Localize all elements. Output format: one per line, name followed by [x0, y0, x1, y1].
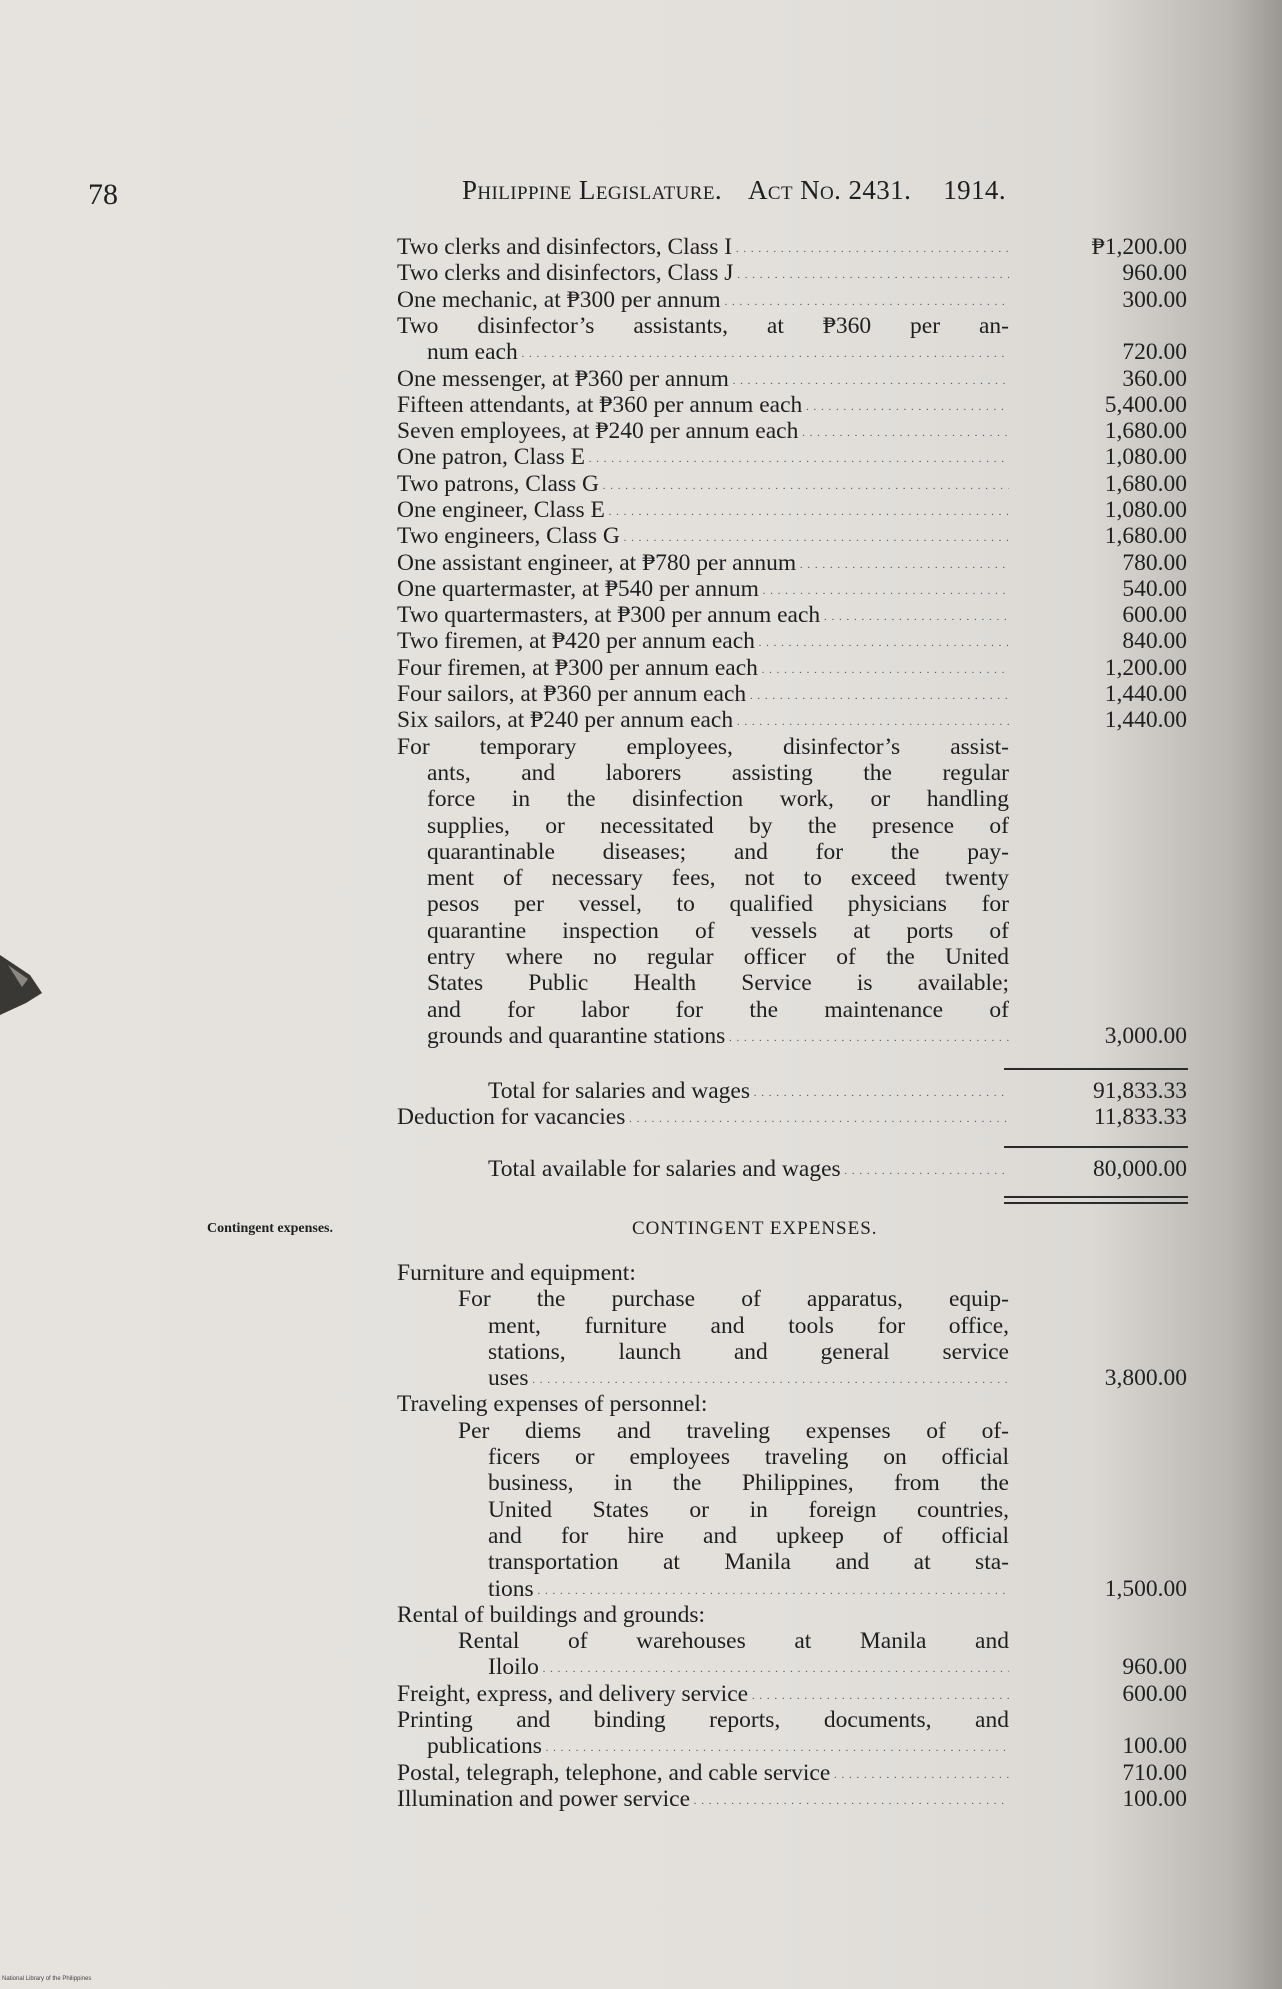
amount: 80,000.00: [1093, 1156, 1187, 1182]
text-line: [0, 418, 1282, 444]
amount: 1,080.00: [1104, 444, 1187, 470]
line-text: One assistant engineer, at ₱780 per annum . . .: [397, 550, 1009, 576]
text-line: [0, 1681, 1282, 1707]
text-line: [0, 392, 1282, 418]
line-text: ment, furniture and tools for office,: [488, 1313, 1009, 1339]
line-text: entry where no regular officer of the United: [427, 944, 1009, 970]
amount: 11,833.33: [1093, 1104, 1187, 1130]
text-line: [0, 1023, 1282, 1049]
amount: 960.00: [1122, 260, 1187, 286]
text-line: [0, 1523, 1282, 1549]
text-line: [0, 1104, 1282, 1130]
line-text: Two quartermasters, at ₱300 per annum each . . .: [397, 602, 1009, 628]
page-number: 78: [88, 178, 118, 211]
line-text: Illumination and power service . . .: [397, 1786, 1009, 1812]
text-line: [0, 576, 1282, 602]
text-line: [0, 1497, 1282, 1523]
line-text: Six sailors, at ₱240 per annum each . . .: [397, 707, 1009, 733]
text-line: [0, 1365, 1282, 1391]
line-text: Postal, telegraph, telephone, and cable service . . .: [397, 1760, 1009, 1786]
total-rule: [1004, 1068, 1188, 1070]
line-text: pesos per vessel, to qualified physicians for: [427, 891, 1009, 917]
amount: 600.00: [1122, 602, 1187, 628]
text-line: [0, 891, 1282, 917]
amount: 360.00: [1122, 366, 1187, 392]
line-text: and for hire and upkeep of official: [488, 1523, 1009, 1549]
text-line: [0, 1654, 1282, 1680]
publication-name: Philippine Legislature.: [462, 175, 723, 205]
text-line: [0, 1078, 1282, 1104]
text-line: [0, 1602, 1282, 1628]
text-line: [0, 1313, 1282, 1339]
amount: 3,000.00: [1104, 1023, 1187, 1049]
line-text: quarantine inspection of vessels at ports of: [427, 918, 1009, 944]
amount: 1,680.00: [1104, 471, 1187, 497]
text-line: [0, 734, 1282, 760]
amount: ₱1,200.00: [1091, 234, 1187, 260]
text-line: [0, 760, 1282, 786]
amount: 840.00: [1122, 628, 1187, 654]
text-line: [0, 550, 1282, 576]
line-text: transportation at Manila and at sta-: [488, 1549, 1009, 1575]
line-text: Fifteen attendants, at ₱360 per annum each . . .: [397, 392, 1009, 418]
line-text: Four sailors, at ₱360 per annum each . . .: [397, 681, 1009, 707]
text-line: [0, 497, 1282, 523]
line-text: Two disinfector’s assistants, at ₱360 per an-: [397, 313, 1009, 339]
text-line: [0, 1444, 1282, 1470]
line-text: supplies, or necessitated by the presence of: [427, 813, 1009, 839]
line-text: Two engineers, Class G . . .: [397, 523, 1009, 549]
line-text: Deduction for vacancies . . .: [397, 1104, 1009, 1130]
margin-note: Contingent expenses.: [207, 1221, 334, 1236]
amount: 91,833.33: [1093, 1078, 1187, 1104]
line-text: One messenger, at ₱360 per annum . . .: [397, 366, 1009, 392]
line-text: Rental of buildings and grounds:: [397, 1602, 706, 1628]
amount: 1,500.00: [1104, 1576, 1187, 1602]
text-line: [0, 681, 1282, 707]
text-line: [0, 234, 1282, 260]
line-text: Total for salaries and wages . . .: [488, 1078, 1009, 1104]
line-text: and for labor for the maintenance of: [427, 997, 1009, 1023]
text-line: [0, 1786, 1282, 1812]
text-line: [0, 1339, 1282, 1365]
text-line: [0, 1391, 1282, 1417]
amount: 1,680.00: [1104, 418, 1187, 444]
text-line: [0, 1260, 1282, 1286]
line-text: ants, and laborers assisting the regular: [427, 760, 1009, 786]
text-line: [0, 628, 1282, 654]
line-text: grounds and quarantine stations . . .: [427, 1023, 1009, 1049]
amount: 1,440.00: [1104, 707, 1187, 733]
line-text: One engineer, Class E . . .: [397, 497, 1009, 523]
text-line: [0, 918, 1282, 944]
total-rule: [1004, 1146, 1188, 1148]
text-line: [0, 1576, 1282, 1602]
line-text: Two clerks and disinfectors, Class I . . .: [397, 234, 1009, 260]
line-text: Two clerks and disinfectors, Class J . . .: [397, 260, 1009, 286]
text-line: [0, 1707, 1282, 1733]
amount: 710.00: [1122, 1760, 1187, 1786]
text-line: [0, 1733, 1282, 1759]
line-text: Two firemen, at ₱420 per annum each . . .: [397, 628, 1009, 654]
act-number: Act No. 2431.: [748, 175, 912, 205]
text-line: [0, 997, 1282, 1023]
text-line: [0, 523, 1282, 549]
text-line: [0, 839, 1282, 865]
amount: 720.00: [1122, 339, 1187, 365]
line-text: Seven employees, at ₱240 per annum each . . .: [397, 418, 1009, 444]
amount: 1,200.00: [1104, 655, 1187, 681]
line-text: For the purchase of apparatus, equip-: [458, 1286, 1009, 1312]
text-line: [0, 1418, 1282, 1444]
line-text: Printing and binding reports, documents, and: [397, 1707, 1009, 1733]
year: 1914.: [943, 175, 1006, 205]
text-line: [0, 786, 1282, 812]
line-text: force in the disinfection work, or handling: [427, 786, 1009, 812]
text-line: [0, 602, 1282, 628]
text-line: [0, 366, 1282, 392]
amount: 100.00: [1122, 1733, 1187, 1759]
line-text: United States or in foreign countries,: [488, 1497, 1009, 1523]
text-line: [0, 1156, 1282, 1182]
text-line: [0, 1549, 1282, 1575]
line-text: Traveling expenses of personnel:: [397, 1391, 708, 1417]
text-line: [0, 970, 1282, 996]
line-text: States Public Health Service is available;: [427, 970, 1009, 996]
text-line: [0, 1286, 1282, 1312]
amount: 100.00: [1122, 1786, 1187, 1812]
double-rule: [1004, 1196, 1188, 1204]
line-text: One quartermaster, at ₱540 per annum . . .: [397, 576, 1009, 602]
line-text: publications . . .: [427, 1733, 1009, 1759]
amount: 1,080.00: [1104, 497, 1187, 523]
text-line: [0, 471, 1282, 497]
line-text: uses . . .: [488, 1365, 1009, 1391]
line-text: ment of necessary fees, not to exceed twenty: [427, 865, 1009, 891]
line-text: Furniture and equipment:: [397, 1260, 636, 1286]
text-line: [0, 313, 1282, 339]
text-line: [0, 707, 1282, 733]
footer-note: National Library of the Philippines: [2, 1976, 92, 1982]
line-text: business, in the Philippines, from the: [488, 1470, 1009, 1496]
amount: 780.00: [1122, 550, 1187, 576]
text-line: [0, 1760, 1282, 1786]
line-text: Two patrons, Class G . . .: [397, 471, 1009, 497]
amount: 1,440.00: [1104, 681, 1187, 707]
amount: 960.00: [1122, 1654, 1187, 1680]
line-text: Total available for salaries and wages . . .: [488, 1156, 1009, 1182]
line-text: One patron, Class E . . .: [397, 444, 1009, 470]
line-text: quarantinable diseases; and for the pay-: [427, 839, 1009, 865]
amount: 1,680.00: [1104, 523, 1187, 549]
text-line: [0, 260, 1282, 286]
text-line: [0, 339, 1282, 365]
line-text: Iloilo . . .: [488, 1654, 1009, 1680]
amount: 600.00: [1122, 1681, 1187, 1707]
line-text: num each . . .: [427, 339, 1009, 365]
line-text: Freight, express, and delivery service . . .: [397, 1681, 1009, 1707]
text-line: [0, 813, 1282, 839]
line-text: ficers or employees traveling on official: [488, 1444, 1009, 1470]
text-line: [0, 287, 1282, 313]
amount: 540.00: [1122, 576, 1187, 602]
text-line: [0, 944, 1282, 970]
text-line: [0, 655, 1282, 681]
amount: 3,800.00: [1104, 1365, 1187, 1391]
section-title: CONTINGENT EXPENSES.: [632, 1218, 878, 1239]
line-text: One mechanic, at ₱300 per annum . . .: [397, 287, 1009, 313]
line-text: Per diems and traveling expenses of of-: [458, 1418, 1009, 1444]
amount: 300.00: [1122, 287, 1187, 313]
line-text: Four firemen, at ₱300 per annum each . . .: [397, 655, 1009, 681]
pen-tip-image: [0, 945, 46, 1023]
line-text: Rental of warehouses at Manila and: [458, 1628, 1009, 1654]
text-line: [0, 1470, 1282, 1496]
line-text: stations, launch and general service: [488, 1339, 1009, 1365]
running-head: [462, 175, 1006, 206]
line-text: For temporary employees, disinfector’s assist-: [397, 734, 1009, 760]
text-line: [0, 1628, 1282, 1654]
text-line: [0, 444, 1282, 470]
line-text: tions . . .: [488, 1576, 1009, 1602]
amount: 5,400.00: [1104, 392, 1187, 418]
text-line: [0, 865, 1282, 891]
